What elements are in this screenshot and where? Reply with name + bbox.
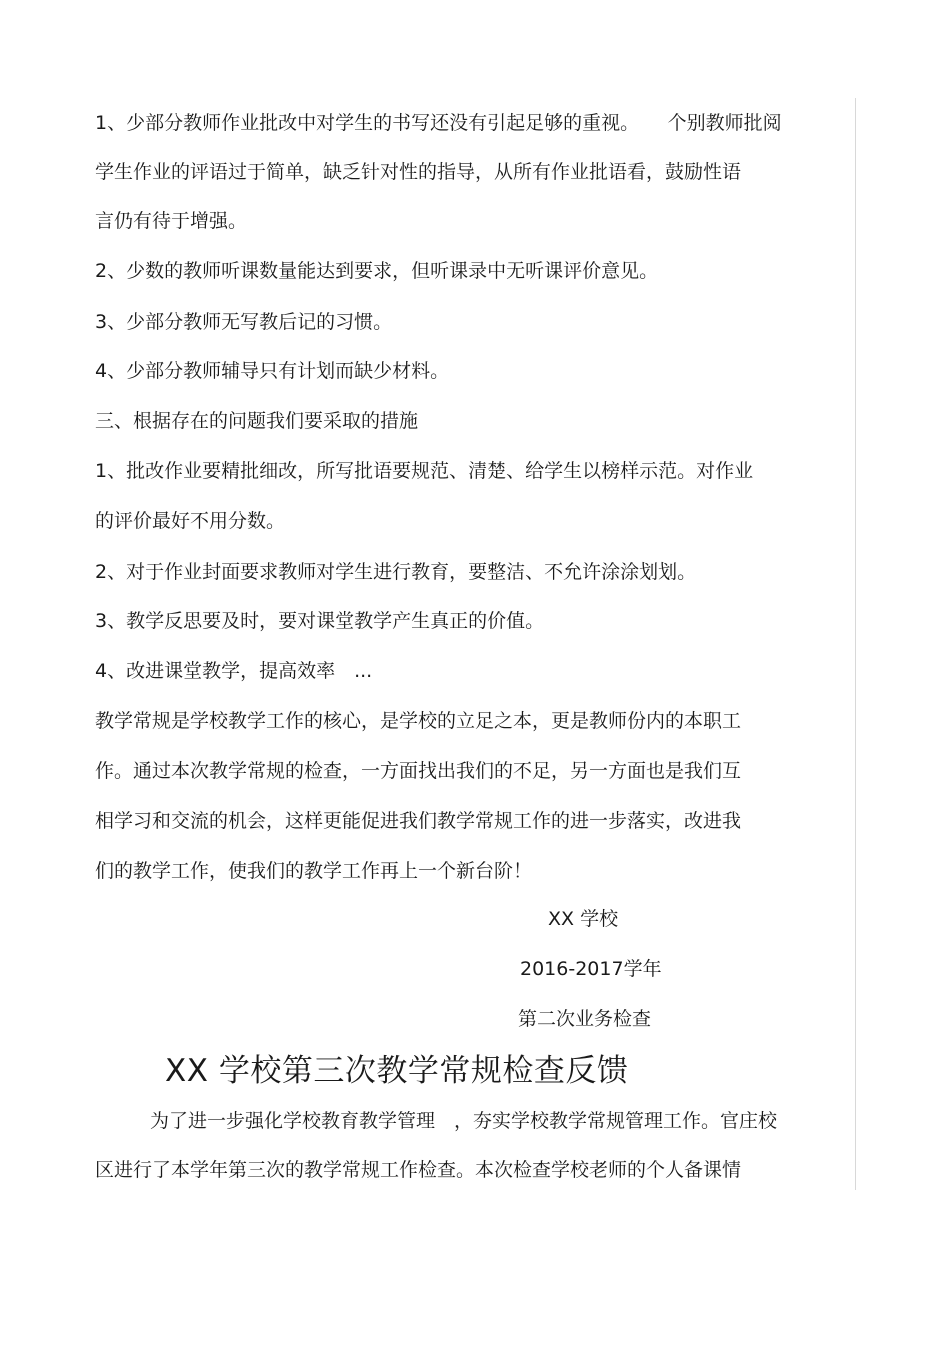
measure-3: 3、教学反思要及时，要对课堂教学产生真正的价值。: [95, 610, 545, 632]
conclusion-line-3: 相学习和交流的机会，这样更能促进我们教学常规工作的进一步落实，改进我: [95, 810, 742, 832]
issue-3: 3、少部分教师无写教后记的习惯。: [95, 311, 393, 333]
measures-heading: 三、根据存在的问题我们要采取的措施: [95, 410, 419, 432]
issue-1-line-3: 言仍有待于增强。: [95, 210, 248, 232]
signature-year: 2016-2017学年: [520, 958, 662, 980]
measure-2: 2、对于作业封面要求教师对学生进行教育，要整洁、不允许涂涂划划。: [95, 561, 697, 583]
conclusion-line-2: 作。通过本次教学常规的检查，一方面找出我们的不足，另一方面也是我们互: [95, 760, 742, 782]
document-title: XX 学校第三次教学常规检查反馈: [165, 1053, 629, 1089]
signature-school: XX 学校: [548, 908, 619, 930]
measure-4: 4、改进课堂教学，提高效率 ...: [95, 660, 373, 682]
conclusion-line-1: 教学常规是学校教学工作的核心，是学校的立足之本，更是教师份内的本职工: [95, 710, 742, 732]
conclusion-line-4: 们的教学工作，使我们的教学工作再上一个新台阶！: [95, 860, 533, 882]
measure-1-line-2: 的评价最好不用分数。: [95, 510, 286, 532]
measure-1-line-1: 1、批改作业要精批细改，所写批语要规范、清楚、给学生以榜样示范。对作业: [95, 460, 754, 482]
issue-4: 4、少部分教师辅导只有计划而缺少材料。: [95, 360, 450, 382]
signature-check: 第二次业务检查: [518, 1008, 652, 1030]
issue-1-line-2: 学生作业的评语过于简单，缺乏针对性的指导，从所有作业批语看，鼓励性语: [95, 161, 742, 183]
issue-2: 2、少数的教师听课数量能达到要求，但听课录中无听课评价意见。: [95, 260, 659, 282]
issue-1-line-1: 1、少部分教师作业批改中对学生的书写还没有引起足够的重视。 个别教师批阅: [95, 112, 782, 134]
intro-line-2: 区进行了本学年第三次的教学常规工作检查。本次检查学校老师的个人备课情: [95, 1159, 742, 1181]
page-edge-line: [855, 98, 856, 1190]
intro-line-1: 为了进一步强化学校教育教学管理 ，夯实学校教学常规管理工作。官庄校: [150, 1110, 778, 1132]
